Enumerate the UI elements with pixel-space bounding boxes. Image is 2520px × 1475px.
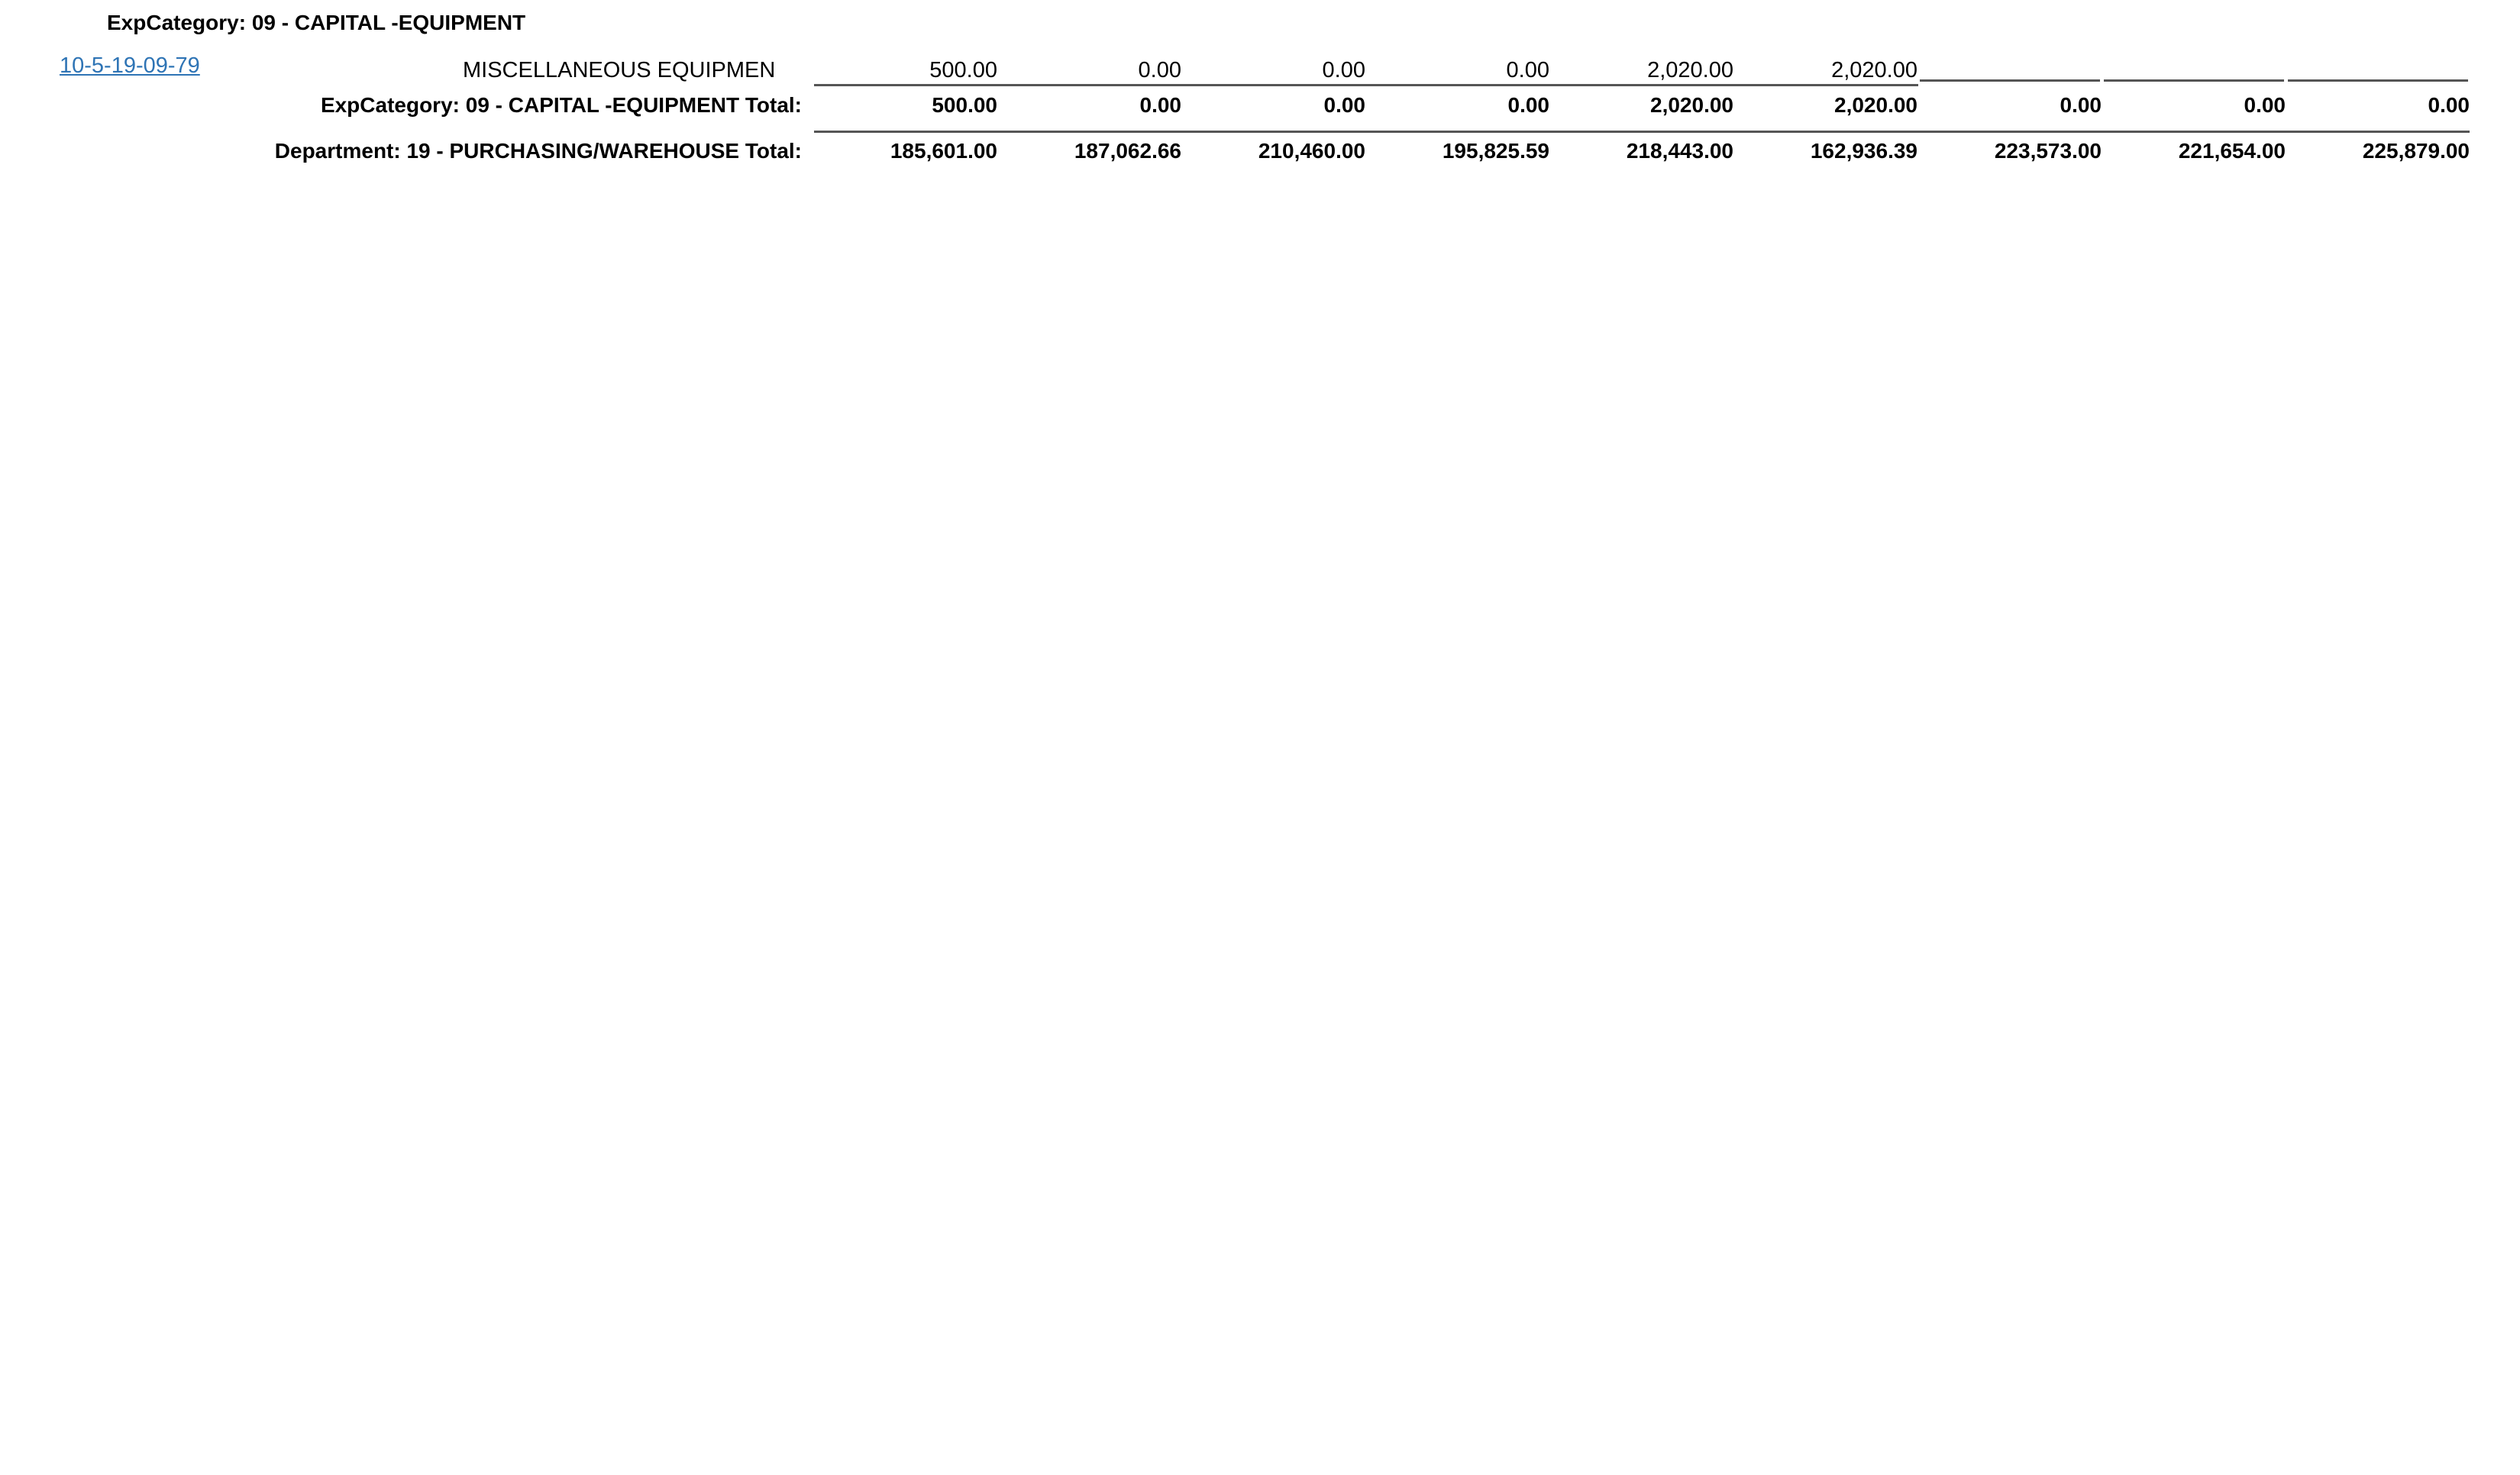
subtotal-rule-segment xyxy=(1920,79,2100,82)
department-total-value: 223,573.00 xyxy=(1994,139,2102,163)
item-description: MISCELLANEOUS EQUIPMEN xyxy=(463,58,776,82)
category-total-value: 0.00 xyxy=(2244,93,2286,117)
category-total-label: ExpCategory: 09 - CAPITAL -EQUIPMENT Total: xyxy=(320,93,802,117)
category-header: ExpCategory: 09 - CAPITAL -EQUIPMENT xyxy=(107,11,526,34)
category-total-value: 500.00 xyxy=(932,93,997,117)
category-total-value: 2,020.00 xyxy=(1834,93,1917,117)
department-total-value: 218,443.00 xyxy=(1626,139,1733,163)
subtotal-rule xyxy=(814,84,1918,86)
detail-value: 2,020.00 xyxy=(1647,58,1733,82)
category-total-value: 0.00 xyxy=(2428,93,2470,117)
detail-value: 2,020.00 xyxy=(1831,58,1917,82)
category-total-value: 0.00 xyxy=(2060,93,2102,117)
account-link[interactable]: 10-5-19-09-79 xyxy=(60,53,200,78)
category-total-value: 0.00 xyxy=(1507,93,1549,117)
department-total-label: Department: 19 - PURCHASING/WAREHOUSE Total: xyxy=(274,139,802,163)
subtotal-rule-segment xyxy=(2288,79,2468,82)
detail-value: 500.00 xyxy=(929,58,997,82)
detail-value: 0.00 xyxy=(1322,58,1365,82)
department-total-value: 195,825.59 xyxy=(1442,139,1549,163)
category-total-value: 0.00 xyxy=(1139,93,1181,117)
subtotal-rule-segment xyxy=(2104,79,2284,82)
department-total-value: 221,654.00 xyxy=(2178,139,2286,163)
detail-value: 0.00 xyxy=(1506,58,1549,82)
department-total-value: 187,062.66 xyxy=(1074,139,1181,163)
department-total-value: 210,460.00 xyxy=(1258,139,1365,163)
detail-value: 0.00 xyxy=(1138,58,1181,82)
department-total-value: 225,879.00 xyxy=(2362,139,2470,163)
department-total-value: 185,601.00 xyxy=(890,139,997,163)
category-total-value: 2,020.00 xyxy=(1650,93,1733,117)
category-total-value: 0.00 xyxy=(1323,93,1365,117)
department-total-value: 162,936.39 xyxy=(1810,139,1917,163)
total-rule xyxy=(814,131,2470,133)
